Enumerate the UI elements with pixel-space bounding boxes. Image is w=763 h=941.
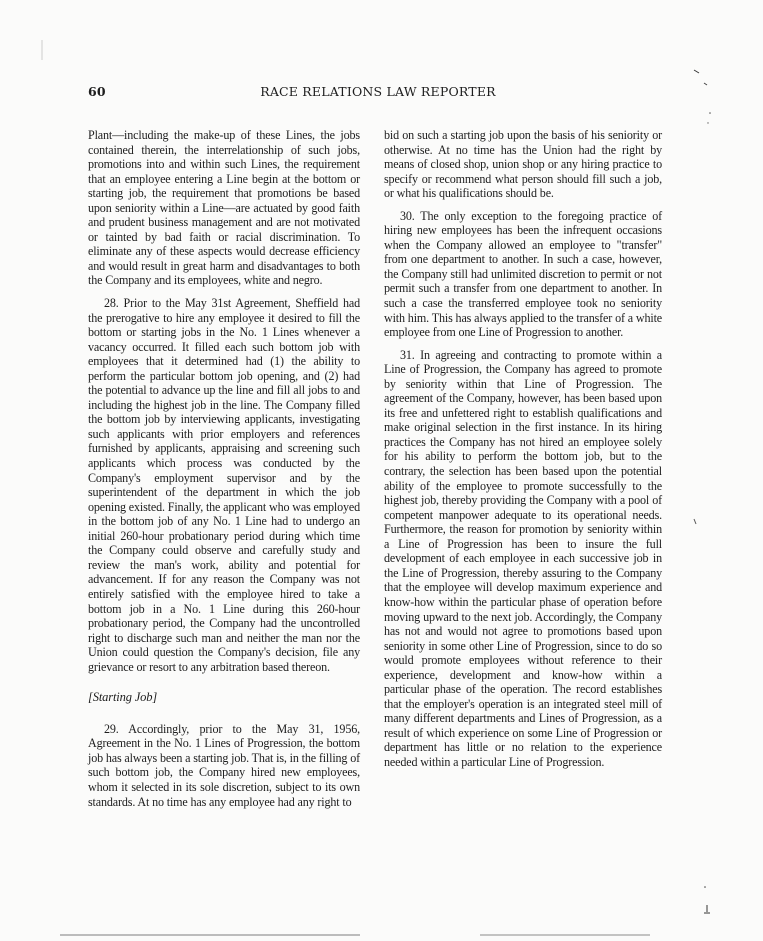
right-column	[384, 128, 662, 770]
paragraph-29-continued: bid on such a starting job upon the basis of his seniority or otherwise. At no time has the Union had the right by means of closed shop, union shop or any hiring practice to specify or recommend what person should fill such a job, or what his qualifications should be.	[384, 128, 662, 201]
left-column	[88, 128, 360, 809]
paragraph-continued: Plant—including the make-up of these Lines, the jobs contained therein, the interrelationship of such jobs, promotions into and within such Lines, the requirement that an employee entering a Line begin at the bottom or starting job, the requirement that promotions be based upon seniority within a Line—are actuated by good faith and prudent business management and are not motivated or tainted by bad faith or racial discrimination. To eliminate any of these aspects would decrease efficiency and would result in great harm and disadvantages to both the Company and its employees, white and negro.	[88, 128, 360, 288]
journal-title: RACE RELATIONS LAW REPORTER	[260, 84, 496, 99]
paragraph-29: 29. Accordingly, prior to the May 31, 1956, Agreement in the No. 1 Lines of Progression, the bottom job has always been a starting job. That is, in the filling of such bottom job, the Company hired new employees, whom it selected in its sole discretion, subject to its own standards. At no time has any employee had any right to	[88, 721, 360, 809]
paragraph-30: 30. The only exception to the foregoing practice of hiring new employees has been the infrequent occasions when the Company allowed an employee to "transfer" from one department to another. In such a case, however, the Company still had unlimited discretion to permit or not permit such a transfer from one department to another. In such a case the transferred employee took no seniority with him. This has always applied to the transfer of a white employee from one Line of Progression to another.	[384, 208, 662, 340]
paragraph-31: 31. In agreeing and contracting to promote within a Line of Progression, the Company has agreed to promote by seniority within that Line of Progression. The agreement of the Company, however, has been based upon its free and unfettered right to establish qualifications and make original selection in the first instance. In its hiring practices the Company has not hired an employee solely for his ability to perform the bottom job, but to the contrary, the selection has been based upon the potential ability of the employee to promote successfully to the highest job, thereby providing the Company with a pool of competent manpower adequate to its operational needs. Furthermore, the reason for promotion by seniority within a Line of Progression has been to insure the full development of each employee in each successive job in the Line of Progression, thereby assuring to the Company that the employee will develop maximum experience and know-how within the particular phase of operation before moving upward to the next job. Accordingly, the Company has not and would not agree to promotions based upon seniority in some other Line of Progression, since to do so would promote employees without reference to their experience, development and know-how within a particular phase of the operation. The record establishes that the employer's operation is an integrated steel mill of many different departments and Lines of Progression, as a result of which experience on some Line of Progression or department has little or no relation to the experience needed within a particular Line of Progression.	[384, 347, 662, 769]
paragraph-28: 28. Prior to the May 31st Agreement, Sheffield had the prerogative to hire any employee it desired to fill the bottom or starting jobs in the No. 1 Lines whenever a vacancy occurred. It filled each such bottom job with employees that it determined had (1) the ability to perform the particular bottom job opening, and (2) had the potential to advance up the line and fill all jobs to and including the highest job in the line. The Company filled the bottom job by interviewing applicants, investigating such applicants with prior employers and references furnished by applicants, appraising and screening such applicants which process was conducted by the Company's employment supervisor and by the superintendent of the department in which the job opening existed. Finally, the applicant who was employed in the bottom job of any No. 1 Line had to undergo an initial 260-hour probationary period during which time the Company could observe and carefully study and review the man's work, ability and potential for advancement. If for any reason the Company was not entirely satisfied with the employee hired to take a bottom job in a No. 1 Line during this 260-hour probationary period, the Company had the uncontrolled right to discharge such man and neither the man nor the Union could question the Company's decision, file any grievance or resort to any arbitration based thereon.	[88, 296, 360, 674]
section-heading-starting-job: [Starting Job]	[88, 690, 158, 705]
running-header	[88, 84, 668, 102]
page-number: 60	[88, 84, 106, 99]
